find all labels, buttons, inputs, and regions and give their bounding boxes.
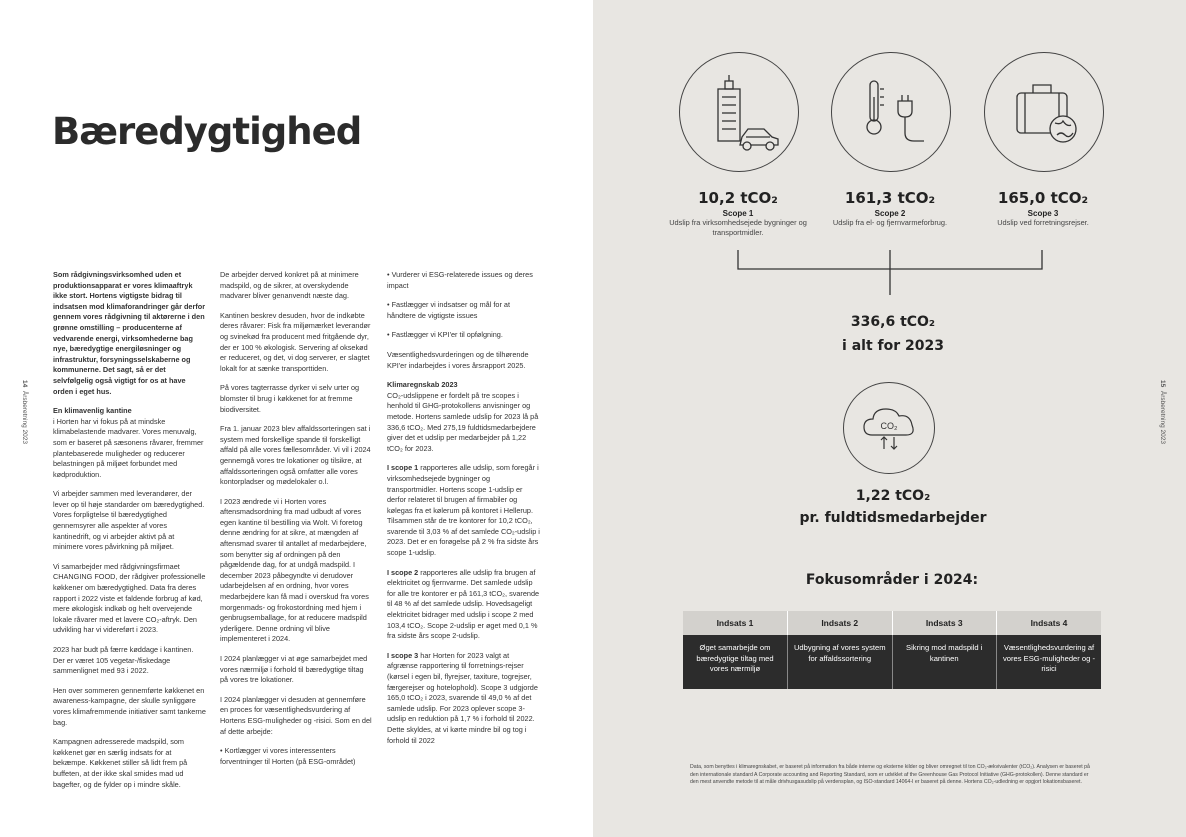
left-page-label: Årsberetning 2023 (21, 390, 28, 444)
paragraph: Kampagnen adresserede madspild, som køkkenet gør en særlig indsats for at bekæmpe. Køkkenet stiller så lidt frem på buffeten, at der ikke skal smides mad ud bagefter, og de fylder op i mindre skåle. (53, 737, 188, 789)
scope-3-paragraph (387, 651, 540, 746)
scope-3-description: Udslip ved forretningsrejser. (997, 218, 1089, 227)
paragraph: Vi arbejder sammen med leverandører, der lever op til høje standarder om bæredygtighed. Vores forpligtelse til bæredygtighed gennemsyrer alle aspekter af vores kantinedrift, og vi arbejder aktivt på at minimere vores påvirkning på miljøet. (53, 489, 205, 552)
table-header: Indsats 1 (683, 611, 788, 635)
scope-1-value: 10,2 tCO₂ (698, 189, 778, 207)
scope-1-label: I scope 1 (387, 463, 419, 473)
paragraph: CO₂-udslippene er fordelt på tre scopes i henhold til GHG-protokollens anvisninger og metode. Hortens samlede udslip for 2023 lå på 336,6 tCO₂. Med 275,19 fuldtidsmedarbejdere giver det et udslip per medarbejder på 1,22 tCO₂ for 2023. (387, 390, 539, 453)
per-employee-value: 1,22 tCO₂ (855, 488, 931, 504)
per-employee-label: pr. fuldtidsmedarbejder (799, 510, 987, 526)
table-header-row (683, 611, 1101, 635)
scope-1-text: rapporteres alle udslip, som foregår i virksomhedsejede bygninger og transportmidler. Hortens scope 1-udslip er derfor relateret til brugen af firmabiler og kølegas fra et kølerum på kontoret i Hellerup. Tilsammen står de tre kontorer for 10,2 tCO₂, svarende til 3,03 % af det samlede CO₂-udslip i 2023. Det er en forøgelse på 2 % fra sidste års scope 1-udslip. (387, 463, 540, 558)
scope-1-summary (658, 189, 818, 238)
luggage-globe-icon (984, 52, 1104, 172)
scope-1-description: Udslip fra virksomhedsejede bygninger og transportmidler. (669, 218, 807, 237)
focus-title: Fokusområder i 2024: (805, 572, 979, 588)
right-page-number: 15 (1159, 380, 1166, 388)
left-page-marker (21, 380, 28, 444)
table-cell: Sikring mod madspild i kantinen (892, 635, 997, 689)
right-page-marker (1159, 380, 1166, 444)
scope-3-title: Scope 3 (1027, 209, 1059, 218)
table-cell: Væsentlighedsvurdering af vores ESG-muligheder og -risici (997, 635, 1102, 689)
paragraph: Vi samarbejder med rådgivningsfirmaet CHANGING FOOD, der rådgiver professionelle køkkener om bæredygtighed. Data fra deres rapport i 2022 viste et faldende forbrug af kød, mere økologisk indkøb og helt overvejende lokale råvarer med et lavere CO₂-aftryk. Den udvikling har vi videreført i 2023. (53, 561, 206, 635)
total-value: 336,6 tCO₂ (850, 314, 936, 330)
section-heading-klimaregnskab: Klimaregnskab 2023 (387, 380, 458, 390)
co2-label: CO₂ (880, 421, 898, 431)
bullet-item: • Fastlægger vi KPI'er til opfølgning. (387, 330, 503, 340)
paragraph: Fra 1. januar 2023 blev affaldssorteringen sat i system med forskellige spande til forskelligt affald på alle vores fællesområder. Vi vil i 2024 gennemgå vores tre lokationer og tilsikre, at affaldssorteringen også omfatter alle vores kontorpladser og mødelokaler o.l. (220, 424, 371, 487)
section-heading-kantine: En klimavenlig kantine (53, 406, 132, 416)
text-column-2 (220, 270, 373, 776)
paragraph: Kantinen beskrev desuden, hvor de indkøbte deres råvarer: Fisk fra miljømærket leverandør og svinekød fra producent med fritgående dyr, der er 100 % økologisk. Servering af oksekød er reduceret, og det, vi dog serverer, er slagtet lokalt for at sænke transporttiden. (220, 310, 371, 373)
bullet-item: • Fastlægger vi indsatser og mål for at håndtere de vigtigste issues (387, 300, 511, 320)
text-column-1 (53, 270, 206, 799)
paragraph: Væsentlighedsvurderingen og de tilhørende KPI'er indarbejdes i vores årsrapport 2025. (387, 349, 529, 370)
scope-2-label: I scope 2 (387, 567, 419, 577)
scope-3-value: 165,0 tCO₂ (997, 189, 1089, 207)
bullet-item: • Kortlægger vi vores interessenters forventninger til Horten (på ESG-området) (220, 746, 356, 766)
table-cell: Udbygning af vores system for affaldssortering (788, 635, 893, 689)
paragraph: I 2023 ændrede vi i Horten vores aftensmadsordning fra mad udbudt af vores egen kantine til bestilling via Wolt. Vi foretog denne ændring for at sikre, at mængden af aftensmad svarer til antallet af medarbejdere, som benytter sig af ordningen på den pågældende dag, for at undgå madspild. I december 2023 påbegyndte vi derudover udarbejdelsen af en ordning, hvor vores medarbejdere kan få mad i overskud fra vores morgenmads- og frokostordning med hjem i genbrugsemballage, for at reducere madspild yderligere. Denne ordning vil blive implementeret i 2024. (220, 496, 369, 644)
table-header: Indsats 4 (997, 611, 1102, 635)
scope-1-title: Scope 1 (722, 209, 754, 218)
scope-3-label: I scope 3 (387, 650, 419, 660)
scope-2-summary (810, 189, 970, 228)
footnote: Data, som benyttes i klimaregnskabet, er baseret på information fra både interne og eksterne kilder og bliver omregnet til ton CO₂-ækvivalenter (tCO₂). Analysen er baseret på den internationale standard A Corporate accounting and Reporting Standard, som er udviklet af the Greenhouse Gas Protocol Initiative (GHG-protokollen). Denne standard er den mest anvendte metode til at måle drivhusgasudslip på verdensplan, og ISO-standard 14064-I er baseret på denne. Hortens CO₂-udledning er opgjort lokationsbaseret. (690, 764, 1090, 786)
paragraph: De arbejder derved konkret på at minimere madspild, og de sikrer, at overskydende madvarer bliver genanvendt næste dag. (220, 270, 359, 301)
connector-bracket (730, 245, 1060, 305)
co2-cloud-icon (843, 382, 935, 474)
scope-3-summary (963, 189, 1123, 228)
table-header: Indsats 3 (892, 611, 997, 635)
paragraph: i Horten har vi fokus på at mindske klimabelastende madvarer. Vores menuvalg, som er baseret på sæsonens råvarer, fremmer plantebaserede muligheder og reducerer belastningen på miljøet forbundet med kødproduktion. (53, 416, 204, 479)
focus-table (683, 611, 1101, 689)
scope-2-text: rapporteres alle udslip fra brugen af elektricitet og fjernvarme. Det samlede udslip for alle tre kontorer er på 161,3 tCO₂, svarende til 48 % af det samlede udslip. Hovedsageligt elektricitet bidrager med udslip i scope 2 med 103,4 tCO₂. Scope 2-udslip er øget med 0,1 % fra sidste års scope 2-udslip. (387, 567, 540, 641)
intro-paragraph: Som rådgivningsvirksomhed uden et produktionsapparat er vores klimaaftryk ikke stort. Hortens vigtigste bidrag til indsatsen mod klimaforandringer går derfor gennem vores rådgivning til aktørerne i den grønne omstilling – producenterne af vedvarende energi, virksomhederne bag nye, bæredygtige energiløsninger og infrastruktur, forsyningsselskaberne og kommunerne. Det sagt, så er det selvfølgelig også vigtigt for os at have orden i eget hus. (53, 270, 206, 396)
paragraph: I 2024 planlægger vi at øge samarbejdet med vores nærmiljø i forhold til bæredygtige tiltag på vores tre lokationer. (220, 654, 368, 685)
scope-2-paragraph (387, 568, 540, 642)
total-label: i alt for 2023 (842, 338, 944, 354)
paragraph: 2023 har budt på færre køddage i kantinen. Der er været 105 vegetar-/fiskedage sammenlignet med 93 i 2022. (53, 645, 194, 676)
table-header: Indsats 2 (788, 611, 893, 635)
scope-2-value: 161,3 tCO₂ (844, 189, 936, 207)
building-car-icon (679, 52, 799, 172)
scope-1-paragraph (387, 463, 540, 558)
table-row (683, 635, 1101, 689)
scope-2-title: Scope 2 (874, 209, 906, 218)
right-page-label: Årsberetning 2023 (1159, 390, 1166, 444)
left-page-number: 14 (21, 380, 28, 388)
text-column-3 (387, 270, 540, 755)
paragraph: På vores tagterrasse dyrker vi selv urter og blomster til brug i køkkenet for at fremme biodiversitet. (220, 383, 360, 414)
paragraph: Hen over sommeren gennemførte køkkenet en awareness-kampagne, der skulle synliggøre vores klimafremmende initiativer samt tankerne bag. (53, 685, 206, 727)
table-cell: Øget samarbejde om bæredygtige tiltag med vores nærmiljø (683, 635, 788, 689)
thermometer-plug-icon (831, 52, 951, 172)
scope-2-description: Udslip fra el- og fjernvarmeforbrug. (832, 218, 948, 227)
paragraph: I 2024 planlægger vi desuden at gennemføre en proces for væsentlighedsvurdering af Hortens ESG-muligheder og -risici. Som en del af dette arbejde: (220, 694, 372, 736)
bullet-item: • Vurderer vi ESG-relaterede issues og deres impact (387, 270, 533, 290)
page-title: Bæredygtighed (52, 110, 362, 153)
scope-3-text: har Horten for 2023 valgt at afgrænse rapportering til forretnings-rejser (kørsel i egen bil, flyrejser, taxiture, togrejser, færgerejser og hotelophold). Scope 3 udgjorde 165,0 tCO₂ i 2023, svarende til 49,0 % af det samlede udslip. For 2023 oplever scope 3-udslip en reduktion på 1,7 % i forhold til 2022. Dette skyldes, at vi kørte mindre bil og tog i forhold til 2022 (387, 650, 538, 745)
